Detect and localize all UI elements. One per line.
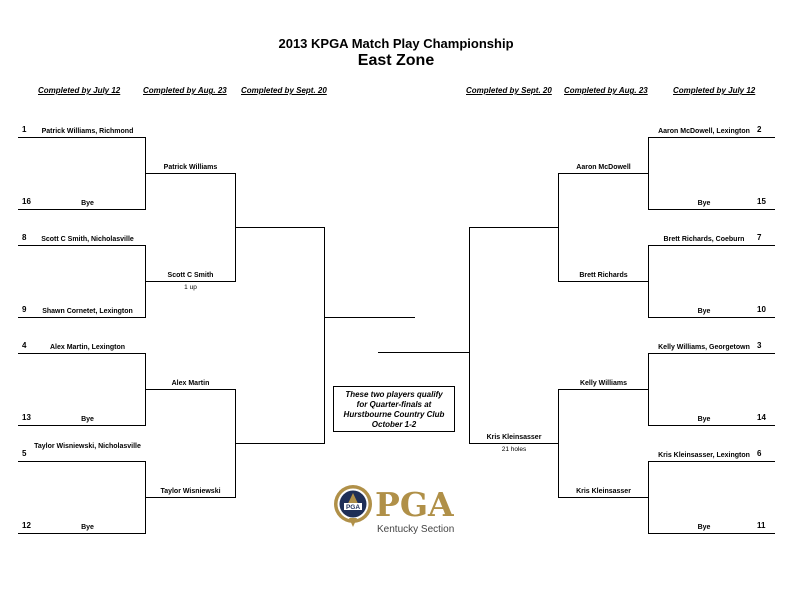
qualify-note-line: October 1-2 <box>371 420 417 429</box>
player-name: Taylor Wisniewski, Nicholasville <box>34 443 141 450</box>
bracket-line-right-r1 <box>648 245 775 246</box>
bracket-line-left-r2 <box>145 389 236 390</box>
player-name: Brett Richards <box>579 272 628 279</box>
seed-number: 7 <box>757 233 762 242</box>
qualify-note-line: These two players qualify <box>345 390 443 399</box>
seed-number: 8 <box>22 233 27 242</box>
bracket-line-left-r1 <box>18 353 145 354</box>
seed-number: 13 <box>22 413 31 422</box>
page-title: 2013 KPGA Match Play Championship <box>278 36 514 51</box>
player-name: Bye <box>697 200 711 207</box>
player-name: Aaron McDowell, Lexington <box>658 128 750 135</box>
seed-number: 3 <box>757 341 762 350</box>
bracket-line-right-r1 <box>648 209 775 210</box>
header-left-round3: Completed by Sept. 20 <box>241 86 327 95</box>
seed-number: 5 <box>22 449 27 458</box>
bracket-line-left-final <box>324 317 415 318</box>
bracket-line-right-r2 <box>558 497 649 498</box>
bracket-line-right-r1 <box>648 533 775 534</box>
header-left-round2: Completed by Aug. 23 <box>143 86 227 95</box>
qualify-note-box <box>333 386 455 432</box>
header-right-round3: Completed by Sept. 20 <box>466 86 552 95</box>
player-name: Bye <box>697 416 711 423</box>
bracket-line-left-r1 <box>18 461 145 462</box>
bracket-line-right-r1 <box>648 353 775 354</box>
player-name: Shawn Cornetet, Lexington <box>42 308 133 315</box>
bracket-line-right-r2 <box>558 389 649 390</box>
player-name: Bye <box>81 200 94 207</box>
bracket-line-right-r3 <box>469 443 559 444</box>
player-name: Kris Kleinsasser <box>486 434 542 441</box>
header-left-round1: Completed by July 12 <box>38 86 121 95</box>
player-name: Brett Richards, Coeburn <box>663 236 745 243</box>
player-name: Scott C Smith <box>167 272 214 279</box>
player-name: Bye <box>697 524 711 531</box>
player-name: Taylor Wisniewski <box>160 488 221 495</box>
bracket-line-right-r1 <box>648 425 775 426</box>
seed-number: 12 <box>22 521 31 530</box>
qualify-note-line: for Quarter-finals at <box>356 400 432 409</box>
bracket-line-left-r1 <box>18 137 145 138</box>
bracket-line-right-r2 <box>558 173 649 174</box>
bracket-line-right-r3 <box>469 227 559 228</box>
qualify-note-line: Hurstbourne Country Club <box>343 410 445 419</box>
pga-seal-icon <box>333 484 373 528</box>
player-name: Kelly Williams <box>579 380 627 387</box>
svg-text:PGA: PGA <box>345 504 361 511</box>
pga-wordmark: PGA <box>375 485 454 524</box>
seed-number: 10 <box>757 305 766 314</box>
bracket-line-right-r1 <box>648 317 775 318</box>
bracket-connector-left-r3 <box>324 227 325 444</box>
bracket-line-left-r2 <box>145 497 236 498</box>
bracket-line-left-r1 <box>18 209 145 210</box>
player-name: Bye <box>81 416 94 423</box>
page-subtitle: East Zone <box>357 52 435 69</box>
bracket-line-left-r1 <box>18 317 145 318</box>
bracket-line-left-r1 <box>18 425 145 426</box>
bracket-connector-right-r3 <box>469 227 470 444</box>
bracket-line-right-r2 <box>558 281 649 282</box>
seed-number: 11 <box>757 521 766 530</box>
bracket-line-right-final <box>378 352 470 353</box>
bracket-line-left-r1 <box>18 533 145 534</box>
player-name: Bye <box>697 308 711 315</box>
seed-number: 6 <box>757 449 762 458</box>
player-name: Alex Martin, Lexington <box>49 344 126 351</box>
header-right-round1: Completed by July 12 <box>673 86 756 95</box>
player-name: Kris Kleinsasser <box>576 488 631 495</box>
seed-number: 16 <box>22 197 31 206</box>
pga-kentucky-logo <box>333 484 465 540</box>
player-name: Scott C Smith, Nicholasville <box>41 236 134 243</box>
player-name: Kris Kleinsasser, Lexington <box>658 452 750 459</box>
seed-number: 4 <box>22 341 27 350</box>
seed-number: 1 <box>22 125 27 134</box>
pga-section-name: Kentucky Section <box>377 524 455 535</box>
bracket-line-right-r1 <box>648 461 775 462</box>
seed-number: 14 <box>757 413 766 422</box>
match-result-note: 1 up <box>184 284 197 291</box>
player-name: Bye <box>81 524 94 531</box>
bracket-line-right-r1 <box>648 137 775 138</box>
seed-number: 15 <box>757 197 766 206</box>
bracket-line-left-r2 <box>145 281 236 282</box>
player-name: Patrick Williams, Richmond <box>41 128 134 135</box>
seed-number: 2 <box>757 125 762 134</box>
bracket-line-left-r3 <box>235 443 325 444</box>
seed-number: 9 <box>22 305 27 314</box>
bracket-line-left-r1 <box>18 245 145 246</box>
player-name: Patrick Williams <box>163 164 218 171</box>
bracket-line-left-r2 <box>145 173 236 174</box>
player-name: Aaron McDowell <box>576 164 631 171</box>
header-right-round2: Completed by Aug. 23 <box>564 86 648 95</box>
player-name: Kelly Williams, Georgetown <box>658 344 750 351</box>
player-name: Alex Martin <box>171 380 210 387</box>
match-result-note: 21 holes <box>501 446 527 453</box>
bracket-line-left-r3 <box>235 227 325 228</box>
